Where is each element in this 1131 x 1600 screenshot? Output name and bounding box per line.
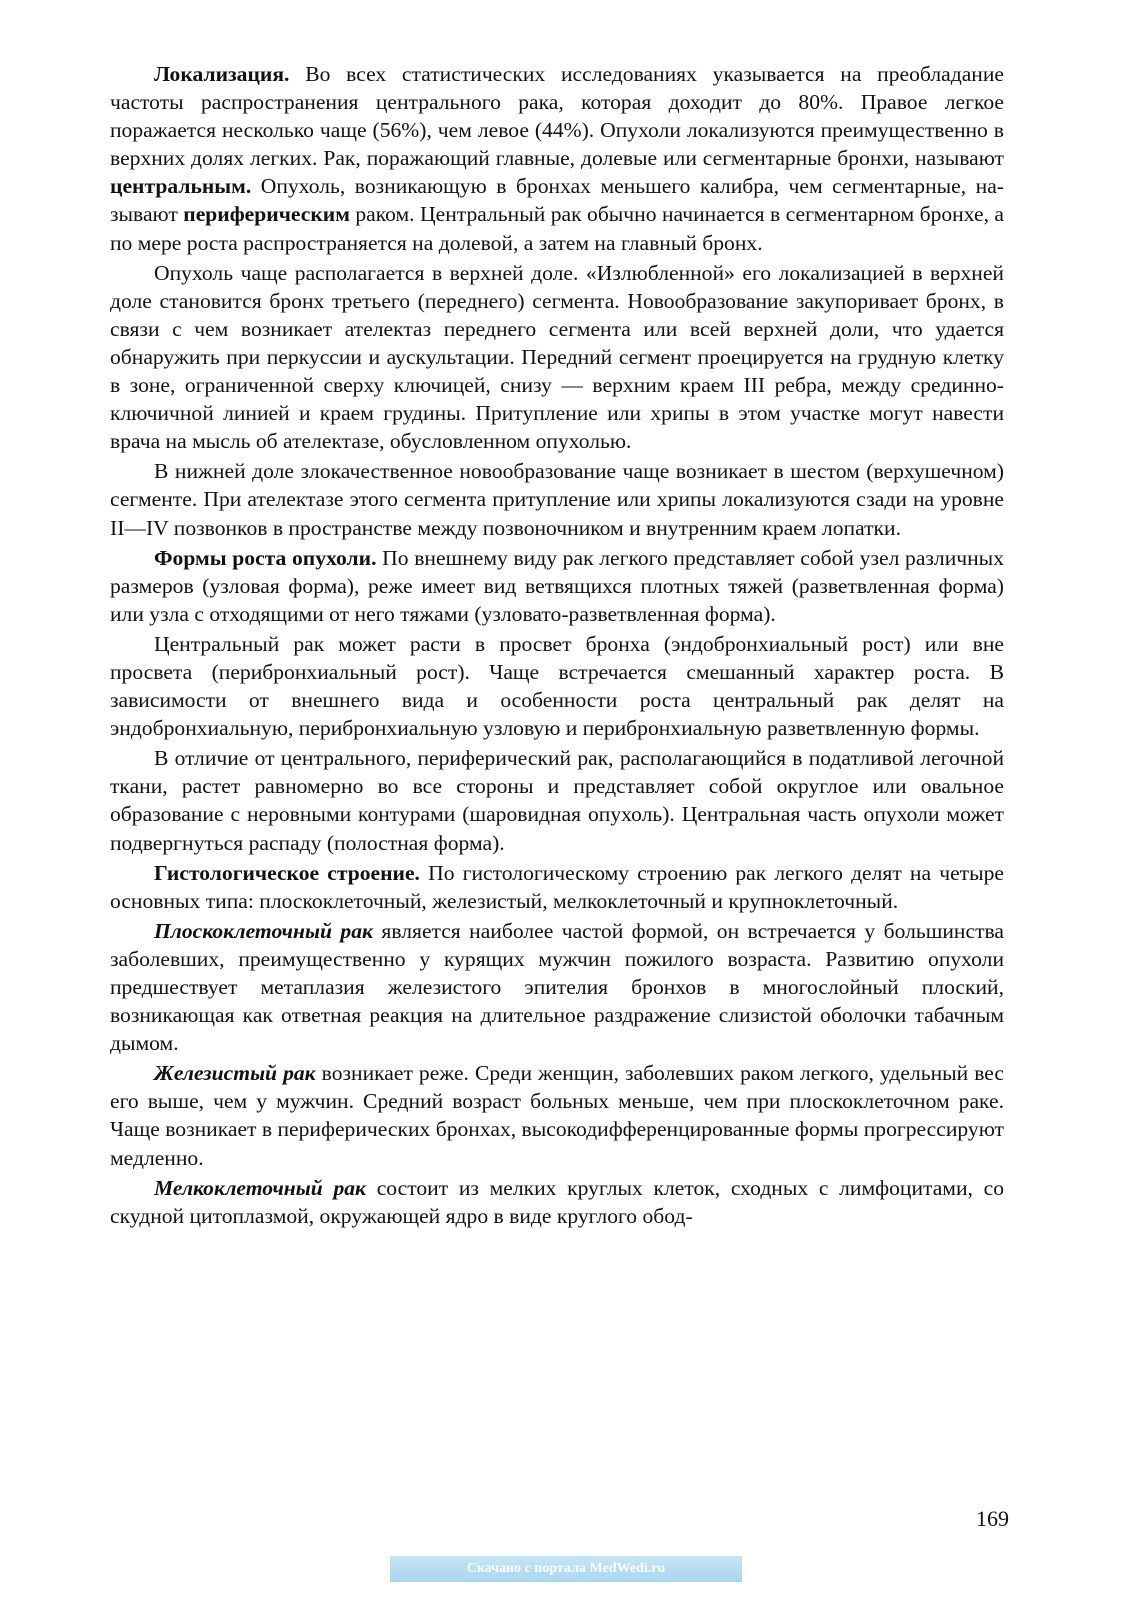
heading-histology: Гистологическое строение.	[154, 860, 420, 885]
paragraph-growth-forms	[110, 544, 1004, 628]
paragraph-small-cell	[110, 1174, 1004, 1230]
text-run: возникает реже. Среди женщин, заболевших раком легкого, удельный вес его выше, чем у мужчин. Средний возраст больных меньше, чем при плоскоклеточном раке. Чаще возникает в периферических бронхах, высокодифференцированные формы прогрессируют медленно.	[110, 1061, 1004, 1170]
heading-growth-forms: Формы роста опухоли.	[154, 545, 377, 570]
paragraph-histology	[110, 859, 1004, 915]
source-watermark-banner: Скачано с портала MedWedi.ru	[390, 1556, 742, 1582]
paragraph-peripheral-growth	[110, 744, 1004, 856]
term-squamous: Плоскоклеточный рак	[154, 918, 373, 943]
text-run: Опухоль, возникающую в бронхах меньшего калибра, чем сегментарные, называют	[110, 174, 1004, 227]
paragraph-squamous	[110, 917, 1004, 1057]
term-glandular: Железистый рак	[154, 1061, 316, 1086]
text-run: В отличие от центрального, периферический рак, располагающийся в податливой легочной ткани, растет равномерно во все стороны и представляет собой округлое или овальное образование с неровными контурами (шаровидная опухоль). Центральная часть опухоли может подвергнуться распаду (полостная форма).	[110, 746, 1004, 855]
text-run: В нижней доле злокачественное новообразование чаще возникает в шестом (верхушечном) сегменте. При ателектазе этого сегмента притупление или хрипы локализуются сзади на уровне II—IV позвонков в пространстве между позвоночником и внутренним краем лопатки.	[110, 459, 1004, 540]
term-peripheral: периферическим	[183, 202, 350, 227]
paragraph-localization	[110, 60, 1004, 257]
paragraph-central-growth	[110, 630, 1004, 742]
page-number: 169	[976, 1506, 1009, 1531]
term-small-cell: Мелкоклеточный рак	[154, 1175, 366, 1200]
paragraph-upper-lobe	[110, 259, 1004, 456]
text-run: По внешнему виду рак легкого представляет собой узел различных размеров (узловая форма), реже имеет вид ветвящихся плотных тяжей (разветвленная форма) или узла с отходящими от него тяжами (узловато-разветвленная форма).	[110, 545, 1004, 626]
text-run: Во всех статистических исследованиях указывается на преобладание частоты распространения центрального рака, которая доходит до 80%. Правое легкое поражается несколько чаще (56%), чем левое (44%). Опухоли локализуются преимущественно в верхних долях легких. Рак, поражающий главные, долевые или сегментарные бронхи, называют	[110, 62, 1004, 171]
text-run: Центральный рак может расти в просвет бронха (эндобронхиальный рост) или вне просвета (перибронхиальный рост). Чаще встречается смешанный характер роста. В зависимости от внешнего вида и особенности роста центральный рак делят на эндобронхиальную, перибронхиальную узловую и перибронхиальную разветвленную формы.	[110, 631, 1004, 741]
term-central: центральным.	[110, 174, 252, 199]
paragraph-lower-lobe	[110, 457, 1004, 541]
text-run: является наиболее частой формой, он встречается у большинства заболевших, преимущественно у курящих мужчин пожилого возраста. Развитию опухоли предшествует метаплазия железистого эпителия бронхов в многослойный плоский, возникающая как ответная реакция на длительное раздражение слизистой оболочки табачным дымом.	[110, 918, 1004, 1056]
text-run: Опухоль чаще располагается в верхней доле. «Излюбленной» его локализацией в верхней доле становится бронх третьего (переднего) сегмента. Новообразование закупоривает бронх, в связи с чем возникает ателектаз переднего сегмента или всей верхней доли, что удается обнаружить при перкуссии и аускультации. Передний сегмент проецируется на грудную клетку в зоне, ограниченной сверху ключицей, снизу — верхним краем III ребра, между срединно-ключичной линией и краем грудины. Притупление или хрипы в этом участке могут навести врача на мысль об ателектазе, обусловленном опухолью.	[110, 260, 1004, 454]
heading-localization: Локализация.	[154, 62, 290, 86]
text-run: раком. Центральный рак обычно начинается в сегментарном бронхе, а по мере роста распространяется на долевой, а затем на главный бронх.	[110, 202, 1005, 255]
body-text	[110, 60, 1004, 1230]
text-run: состоит из мелких круглых клеток, сходных с лимфоцитами, со скудной цитоплазмой, окружающей ядро в виде круглого обод-	[110, 1175, 1004, 1228]
text-run: По гистологическому строению рак легкого делят на четыре основных типа: плоскоклеточный, железистый, мелкоклеточный и крупноклеточный.	[110, 860, 1004, 913]
paragraph-glandular	[110, 1059, 1004, 1171]
